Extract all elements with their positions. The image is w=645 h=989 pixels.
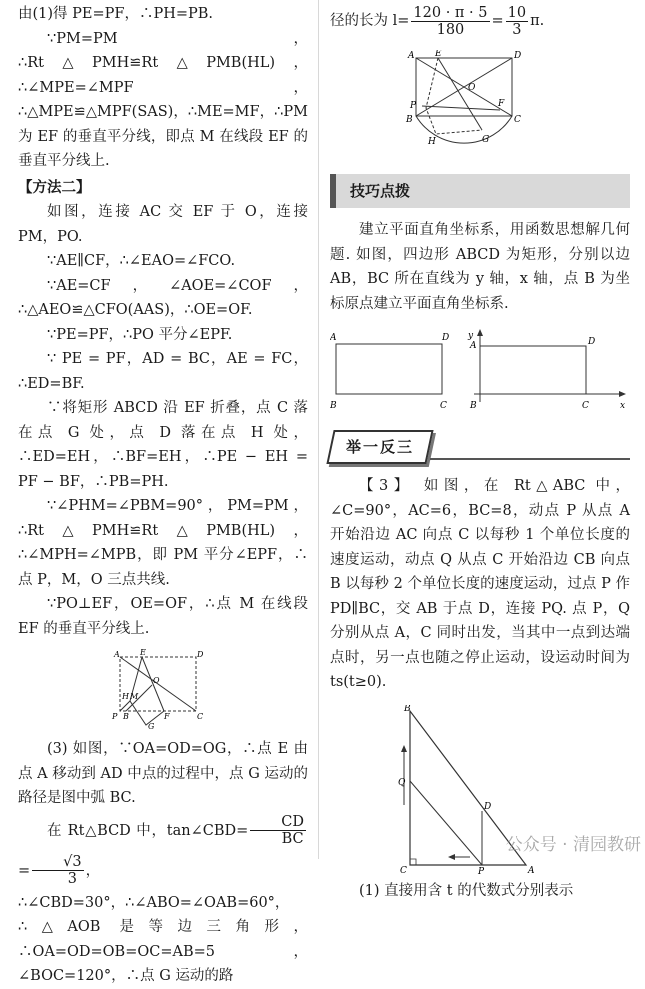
fold-figure-method-two — [108, 649, 218, 729]
text-span: ， — [85, 862, 101, 879]
watermark: 公众号 · 清园教研 — [505, 835, 641, 855]
fold-diagram-small — [108, 649, 218, 729]
practice-underline — [430, 458, 630, 460]
coordinate-figures — [330, 328, 630, 412]
fraction-10-3 — [506, 5, 528, 38]
label-e: E — [140, 649, 146, 657]
label-x: x — [620, 401, 626, 411]
rect-and-axes-diagram — [330, 328, 630, 412]
label-p: P — [410, 101, 417, 111]
denominator: 3 — [512, 21, 522, 38]
denominator: BC — [281, 831, 304, 847]
label-h: H — [428, 137, 436, 147]
text-line-fraction — [330, 0, 630, 42]
arc-diagram — [400, 50, 530, 160]
text-paragraph: (3) 如图，∵OA=OD=OG，∴点 E 由点 A 移动到 AD 中点的过程中，点 G 运动的路径是图中弧 BC. — [18, 741, 308, 806]
text-paragraph: ∵AE=CF，∠AOE=∠COF，∴△AEO≌△CFO(AAS)，∴OE=OF. — [18, 277, 308, 318]
equals: = — [491, 13, 504, 29]
label-b: B — [330, 401, 337, 411]
text-paragraph: ∵PO⊥EF，OE=OF，∴点 M 在线段 EF 的垂直平分线上. — [18, 596, 308, 637]
right-column — [330, 0, 630, 903]
label-h: H — [122, 692, 129, 701]
tip-banner — [330, 174, 630, 208]
label-a: A — [330, 333, 337, 343]
numerator: 10 — [507, 4, 527, 21]
y-axis-arrow — [477, 329, 483, 336]
label-c-axes: C — [582, 401, 589, 411]
label-p: P — [112, 712, 118, 721]
denominator: 180 — [436, 21, 465, 38]
label-y: y — [468, 331, 474, 341]
label-e: E — [435, 50, 442, 59]
label-a: A — [408, 51, 415, 61]
label-a-axes: A — [470, 341, 477, 351]
label-b: B — [123, 712, 129, 721]
fraction-arc-length — [411, 5, 489, 38]
label-d: D — [197, 650, 204, 659]
label-o: O — [153, 676, 160, 685]
text-span: 径的长为 l= — [330, 13, 410, 29]
folded-edge-hg — [130, 701, 164, 725]
text-paragraph: 建立平面直角坐标系，用函数思想解几何题. 如图，四边形 ABCD 为矩形，分别以边 AB，BC 所在直线为 y 轴，x 轴，点 B 为坐标原点建立平面直角坐标系. — [330, 222, 630, 312]
label-c: C — [400, 865, 407, 875]
text-span: π. — [530, 13, 545, 29]
denominator: 3 — [67, 871, 77, 887]
numerator: CD — [250, 814, 306, 831]
text-line: ∴∠CBD=30°，∴∠ABO=∠OAB=60°， — [18, 894, 290, 911]
text-line: 由(1)得 PE=PF，∴PH=PB. — [18, 6, 214, 22]
numerator: 120 · π · 5 — [413, 4, 488, 21]
equals: = — [18, 862, 31, 879]
label-d: D — [442, 333, 450, 343]
label-f: F — [498, 99, 505, 109]
tip-banner-label: 技巧点拨 — [350, 182, 411, 200]
left-column — [18, 0, 308, 989]
rect-in-axes — [480, 346, 586, 394]
text-paragraph: ∵将矩形 ABCD 沿 EF 折叠，点 C 落在点 G 处，点 D 落在点 H 处，∴ED=EH，∴BF=EH，∴PE − EH = PF − BF，∴PB=PH. — [18, 400, 308, 490]
label-a: A — [528, 865, 535, 875]
label-b: B — [406, 115, 413, 125]
label-c: C — [440, 401, 447, 411]
method-two-heading: 【方法二】 — [18, 179, 91, 196]
label-a: A — [114, 650, 120, 659]
q-arrow-head — [401, 745, 407, 752]
rect-abcd — [336, 344, 442, 394]
arc-figure — [400, 50, 530, 160]
text-paragraph: ∵∠PHM=∠PBM=90°，PM=PM，∴Rt△PMH≌Rt△PMB(HL)，∴∠MPH=∠MPB，即 PM 平分∠EPF，∴点 P，M，O 三点共线. — [18, 498, 308, 588]
practice-banner — [330, 430, 630, 464]
question-one-text: (1) 直接用含 t 的代数式分别表示 — [359, 882, 574, 899]
text-line-fraction — [18, 811, 308, 891]
text-paragraph: ∵ PE = PF，AD = BC，AE = FC，∴ED=BF. — [18, 351, 308, 392]
label-c: C — [514, 115, 521, 125]
numerator: √3 — [32, 854, 83, 871]
label-g: G — [148, 722, 155, 729]
segment-qp — [410, 781, 482, 865]
label-f: F — [164, 712, 170, 721]
label-b: B — [404, 704, 411, 714]
label-m: M — [130, 692, 139, 701]
text-line: ∵PE=PF，∴PO 平分∠EPF. — [47, 326, 233, 343]
label-d: D — [514, 51, 522, 61]
practice-banner-label: 举一反三 — [345, 438, 414, 456]
text-paragraph: ∴△AOB 是等边三角形，∴OA=OD=OB=OC=AB=5，∠BOC=120°，∴点 G 运动的路 — [18, 919, 308, 984]
column-divider — [318, 0, 319, 859]
label-p: P — [478, 866, 485, 875]
segment-pf — [422, 106, 500, 110]
label-q: Q — [398, 777, 406, 788]
text-line: ∵AE∥CF，∴∠EAO=∠FCO. — [47, 253, 236, 269]
right-angle-mark — [410, 859, 416, 865]
practice-tag — [326, 430, 433, 464]
text-paragraph: ∵PM=PM，∴Rt△PMH≌Rt△PMB(HL)，∴∠MPE=∠MPF，∴△MPE≌△MPF(SAS)，∴ME=MF，∴PM 为 EF 的垂直平分线，即点 M 在线段 EF 的垂直平分线上. — [18, 30, 308, 169]
text-span: 在 Rt△BCD 中，tan∠CBD= — [47, 822, 249, 839]
label-g: G — [482, 135, 490, 145]
label-d: D — [484, 801, 492, 812]
x-axis-arrow — [619, 391, 626, 397]
label-o: O — [468, 83, 476, 93]
text-line: 如图，连接 AC 交 EF 于 O，连接 PM，PO. — [18, 204, 308, 245]
example-three-text: 【3】 如图，在 Rt△ABC 中，∠C=90°，AC=6，BC=8，动点 P 从点 A 开始沿边 AC 向点 C 以每秒 1 个单位长度的速度运动，动点 Q 从点 C 开始沿边 CB 向点 B 以每秒 2 个单位长度的速度运动，过点 P 作 PD∥BC，交 AB 于点 D，连接 PQ. 点 P，Q 分别从点 A，C 同时出发，当其中一点到达端点时，另一点也随之停止运动，设运动时间为 ts(t≥0). — [330, 478, 630, 690]
label-d-axes: D — [588, 337, 596, 347]
fraction-cd-bc — [250, 814, 306, 847]
label-b-axes: B — [470, 401, 477, 411]
label-c: C — [197, 712, 204, 721]
